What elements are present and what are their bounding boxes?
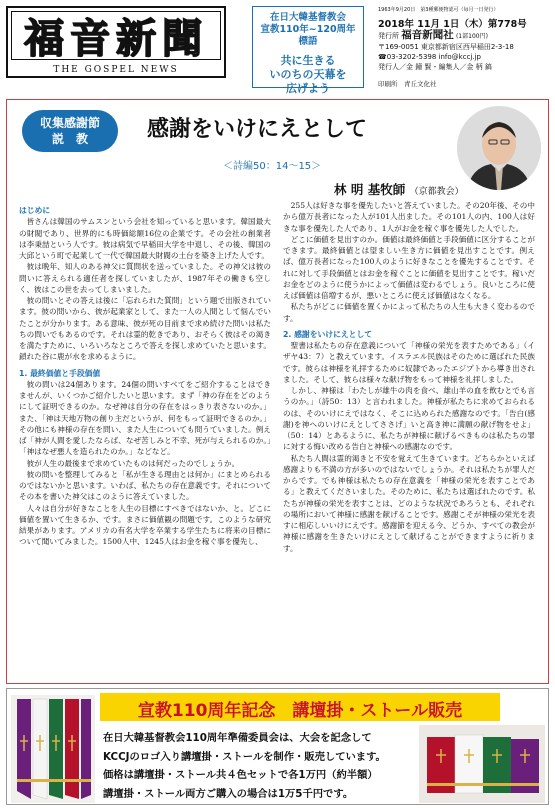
masthead bbox=[0, 0, 555, 95]
slogan-box bbox=[252, 6, 364, 95]
ad-line: KCCJのロゴ入り講壇掛・ストールを制作・販売しています。 bbox=[103, 750, 386, 763]
publisher-contact: ☎03-3202-5398 info@kccj.jp bbox=[378, 53, 481, 61]
ad-line: 在日大韓基督教会110周年準備委員会は、大会を記念して bbox=[103, 732, 372, 744]
section-heading: 2. 感謝をいけにえとして bbox=[283, 329, 373, 339]
sermon-paragraph: 彼の問いは24個あります。24個の問いすべてをご紹介することはできませんが、いくつかご紹介したいと思います。まず「神の存在をどのようにして証明できるのか。なぜ神は自分の存在をはっきり表さないのか。」また、「神は天地万物の創り主だというが、何をもって証明できるのか。」その他にも神様の存在を問い、また人生についても問うていました。例えば「神が人間を愛したならば、なぜ苦しみと不幸、死が与えられるのか。」「神はなぜ悪人を造られたのか。」などなど。 bbox=[19, 379, 271, 457]
slogan-text: 共に生きる いのちの天幕を 広げよう bbox=[269, 54, 347, 95]
preacher-church: （京都教会） bbox=[409, 187, 464, 197]
sermon-badge bbox=[22, 110, 118, 152]
stole-sale-ad bbox=[6, 688, 549, 805]
slogan-organization: 在日大韓基督教会 宣教110年~120周年 標語 bbox=[260, 12, 356, 47]
paper-subtitle: THE GOSPEL NEWS bbox=[53, 65, 179, 75]
sermon-paragraph: 聖書は私たちの存在意義について「神様の栄光を表すためである」（イザヤ43：7）と教えています。イスラエル民族はそのために選ばれた民族です。彼らは神様を礼拝するために奴隷であったエジプトから導き出されました。そして、彼らは様々な献げ物をもって神様を礼拝しました。 bbox=[283, 341, 535, 384]
ad-banner bbox=[100, 693, 500, 721]
printer: 印刷所 青丘文化社 bbox=[378, 80, 437, 88]
sermon-column-right bbox=[283, 200, 535, 554]
sermon-paragraph: 人々は自分が好きなことを人生の目標にすべきではないか、と。どこに価値を置いて生きるか、です。まさに価値観の問題です。このような研究結果があります。アメリカの有名大学を卒業する学生たちに将来の目標について聞いてみました。1500人中、1245人はお金を稼ぐ事を優先し、 bbox=[19, 503, 271, 547]
sermon-section bbox=[6, 99, 549, 684]
publisher-label: 発行所 bbox=[378, 32, 399, 40]
sermon-paragraph: 私たち人間は霊的渇きと不安を覚えて生きています。どちらかといえば感謝よりも不満の方が多いのではないでしょうか。それは私たちが罪人だからです。でも神様は私たちの存在意義を「神様の栄光を表すことである」と教えてくださいました。そのために、私たちは選ばれたのです。私たちが神様の栄光を表すことは、どのような状況であろうとも、それぞれの場所において神様に感謝を献げることです。感謝こそが神様の栄光を表すに相応しいいけにえです。感謝節を迎える今、どうか、すべての教会が神様に感謝を生きたいけにえとして献げることができますように祈ります。 bbox=[283, 453, 535, 553]
publisher-name: 福音新聞社 bbox=[401, 29, 454, 41]
badge-line-1: 収集感謝節 bbox=[39, 116, 100, 130]
price: (1部100円) bbox=[455, 33, 488, 40]
sermon-paragraph: 彼の問いを整理してみると「私が生きる理由とは何か」にまとめられるのではないかと思います。いわば、私たちの存在意義です。それについてその本を書いた神父はこのように答えていました。 bbox=[19, 469, 271, 502]
issue-date: 2018年 11月 1日（木）第778号 bbox=[378, 19, 527, 30]
sermon-paragraph: しかし、神様は「わたしが雄牛の肉を食べ、雄山羊の血を飲むとでも言うのか。」（詩50：13）と言われました。神様が私たちに求めておられるのは、そのいけにえではなく、そこに込められた感謝なのです。「告白(感謝)を神へのいけにえとしてささげ」いと高き神に満願の献げ物をせよ」（50：14）とあるように、私たちが神様に献げるべきものは私たちの罪に対する悔い改める告白と神様への感謝なのです。 bbox=[283, 386, 535, 452]
paper-title-box bbox=[6, 6, 226, 78]
sermon-paragraph: 彼は晩年、知人のある神父に質問状を送っていました。その神父は彼の問いに答えられる適任者を探していましたが、1987年その働きも空しく、彼はこの世を去ってしまいました。 bbox=[19, 262, 271, 294]
sermon-paragraph: 彼の問いとその答えは後に「忘れられた質問」という題で出版されています。彼の問いから、彼が起業家として、また一人の人間として悩んでいたことが分かります。ある意味、彼が死の目前まで求め続けた問いは私たちの問いでもあるのです。それは霊的乾きであり、おそらく彼はその渇きを満たすために、いろいろなところで答えを探し求めていたと思います。鎖れた谷に鹿が水を求めるように。 bbox=[19, 296, 271, 362]
sermon-paragraph: 255人は好きな事を優先したいと答えていました。その20年後、その中から億万長者になった人が101人出ました。その101人の内、100人は好きな事を優先した人であり、1人がお金を稼ぐ事を優先した人でした。 bbox=[283, 201, 535, 233]
ad-line: 価格は講壇掛・ストール共４色セットで各1万円（約半額） bbox=[103, 769, 378, 781]
badge-line-2: 説 教 bbox=[51, 132, 88, 146]
issue-info: 1963年9月20日 第3種郵便物認可（毎月一日発行） bbox=[378, 7, 499, 13]
sermon-paragraph: どこに価値を見出すのか。価値は最終価値と手段価値に区分することができます。最終価値とは望ましい生き方に価値を見出すことです。例えば、億万長者になった100人のように好きなことを優先することです。それに対して手段価値とはお金を稼ぐことに価値を見出すことです。稼いだお金をどのように使うかによって価値は変わるでしょう。良いところに使えば価値は倍増するが、悪いところに使えば価値はなくなる。 bbox=[283, 234, 535, 300]
paper-title: 福音新聞 bbox=[24, 15, 208, 62]
ad-title: 宣教110周年記念 講壇掛・ストール販売 bbox=[137, 701, 463, 721]
section-heading: 1. 最終価値と手段価値 bbox=[19, 368, 101, 378]
sermon-column-left bbox=[19, 200, 271, 548]
publisher-editors: 発行人／金 鐘 賢・編集人／金 柄 鎬 bbox=[378, 63, 492, 71]
publisher-address: 〒169-0051 東京都新宿区西早稲田2-3-18 bbox=[378, 43, 514, 51]
section-heading: はじめに bbox=[19, 206, 51, 215]
stoles-image bbox=[11, 695, 95, 803]
ad-body bbox=[103, 729, 413, 803]
publisher-block bbox=[378, 30, 550, 72]
preacher-photo bbox=[457, 106, 541, 190]
scripture-reference: ＜詩編50：14〜15＞ bbox=[223, 161, 322, 172]
sermon-title: 感謝をいけにえとして bbox=[147, 116, 368, 142]
preacher: 林 明 基牧師 bbox=[334, 182, 406, 197]
ad-line: 講壇掛・ストール両方ご購入の場合は1万5千円です。 bbox=[103, 787, 354, 800]
preacher-name bbox=[334, 180, 464, 198]
folded-stoles-image bbox=[419, 725, 545, 803]
sermon-paragraph: 彼が人生の最後まで求めていたものは何だったのでしょうか。 bbox=[26, 458, 240, 468]
sermon-paragraph: 皆さんは韓国のサムスンという会社を知っていると思います。韓国最大の財閥であり、世界的にも時価総額16位の企業です。その会社の創業者は李秉喆という人です。彼は病気で早稲田大学を中退し、その後、韓国の大邱という町で起業して一代で韓国最大財閥の土台を築き上げた人です。 bbox=[19, 217, 271, 260]
sermon-paragraph: 私たちがどこに価値を置くかによって私たちの人生も大きく変わるのです。 bbox=[283, 302, 535, 323]
